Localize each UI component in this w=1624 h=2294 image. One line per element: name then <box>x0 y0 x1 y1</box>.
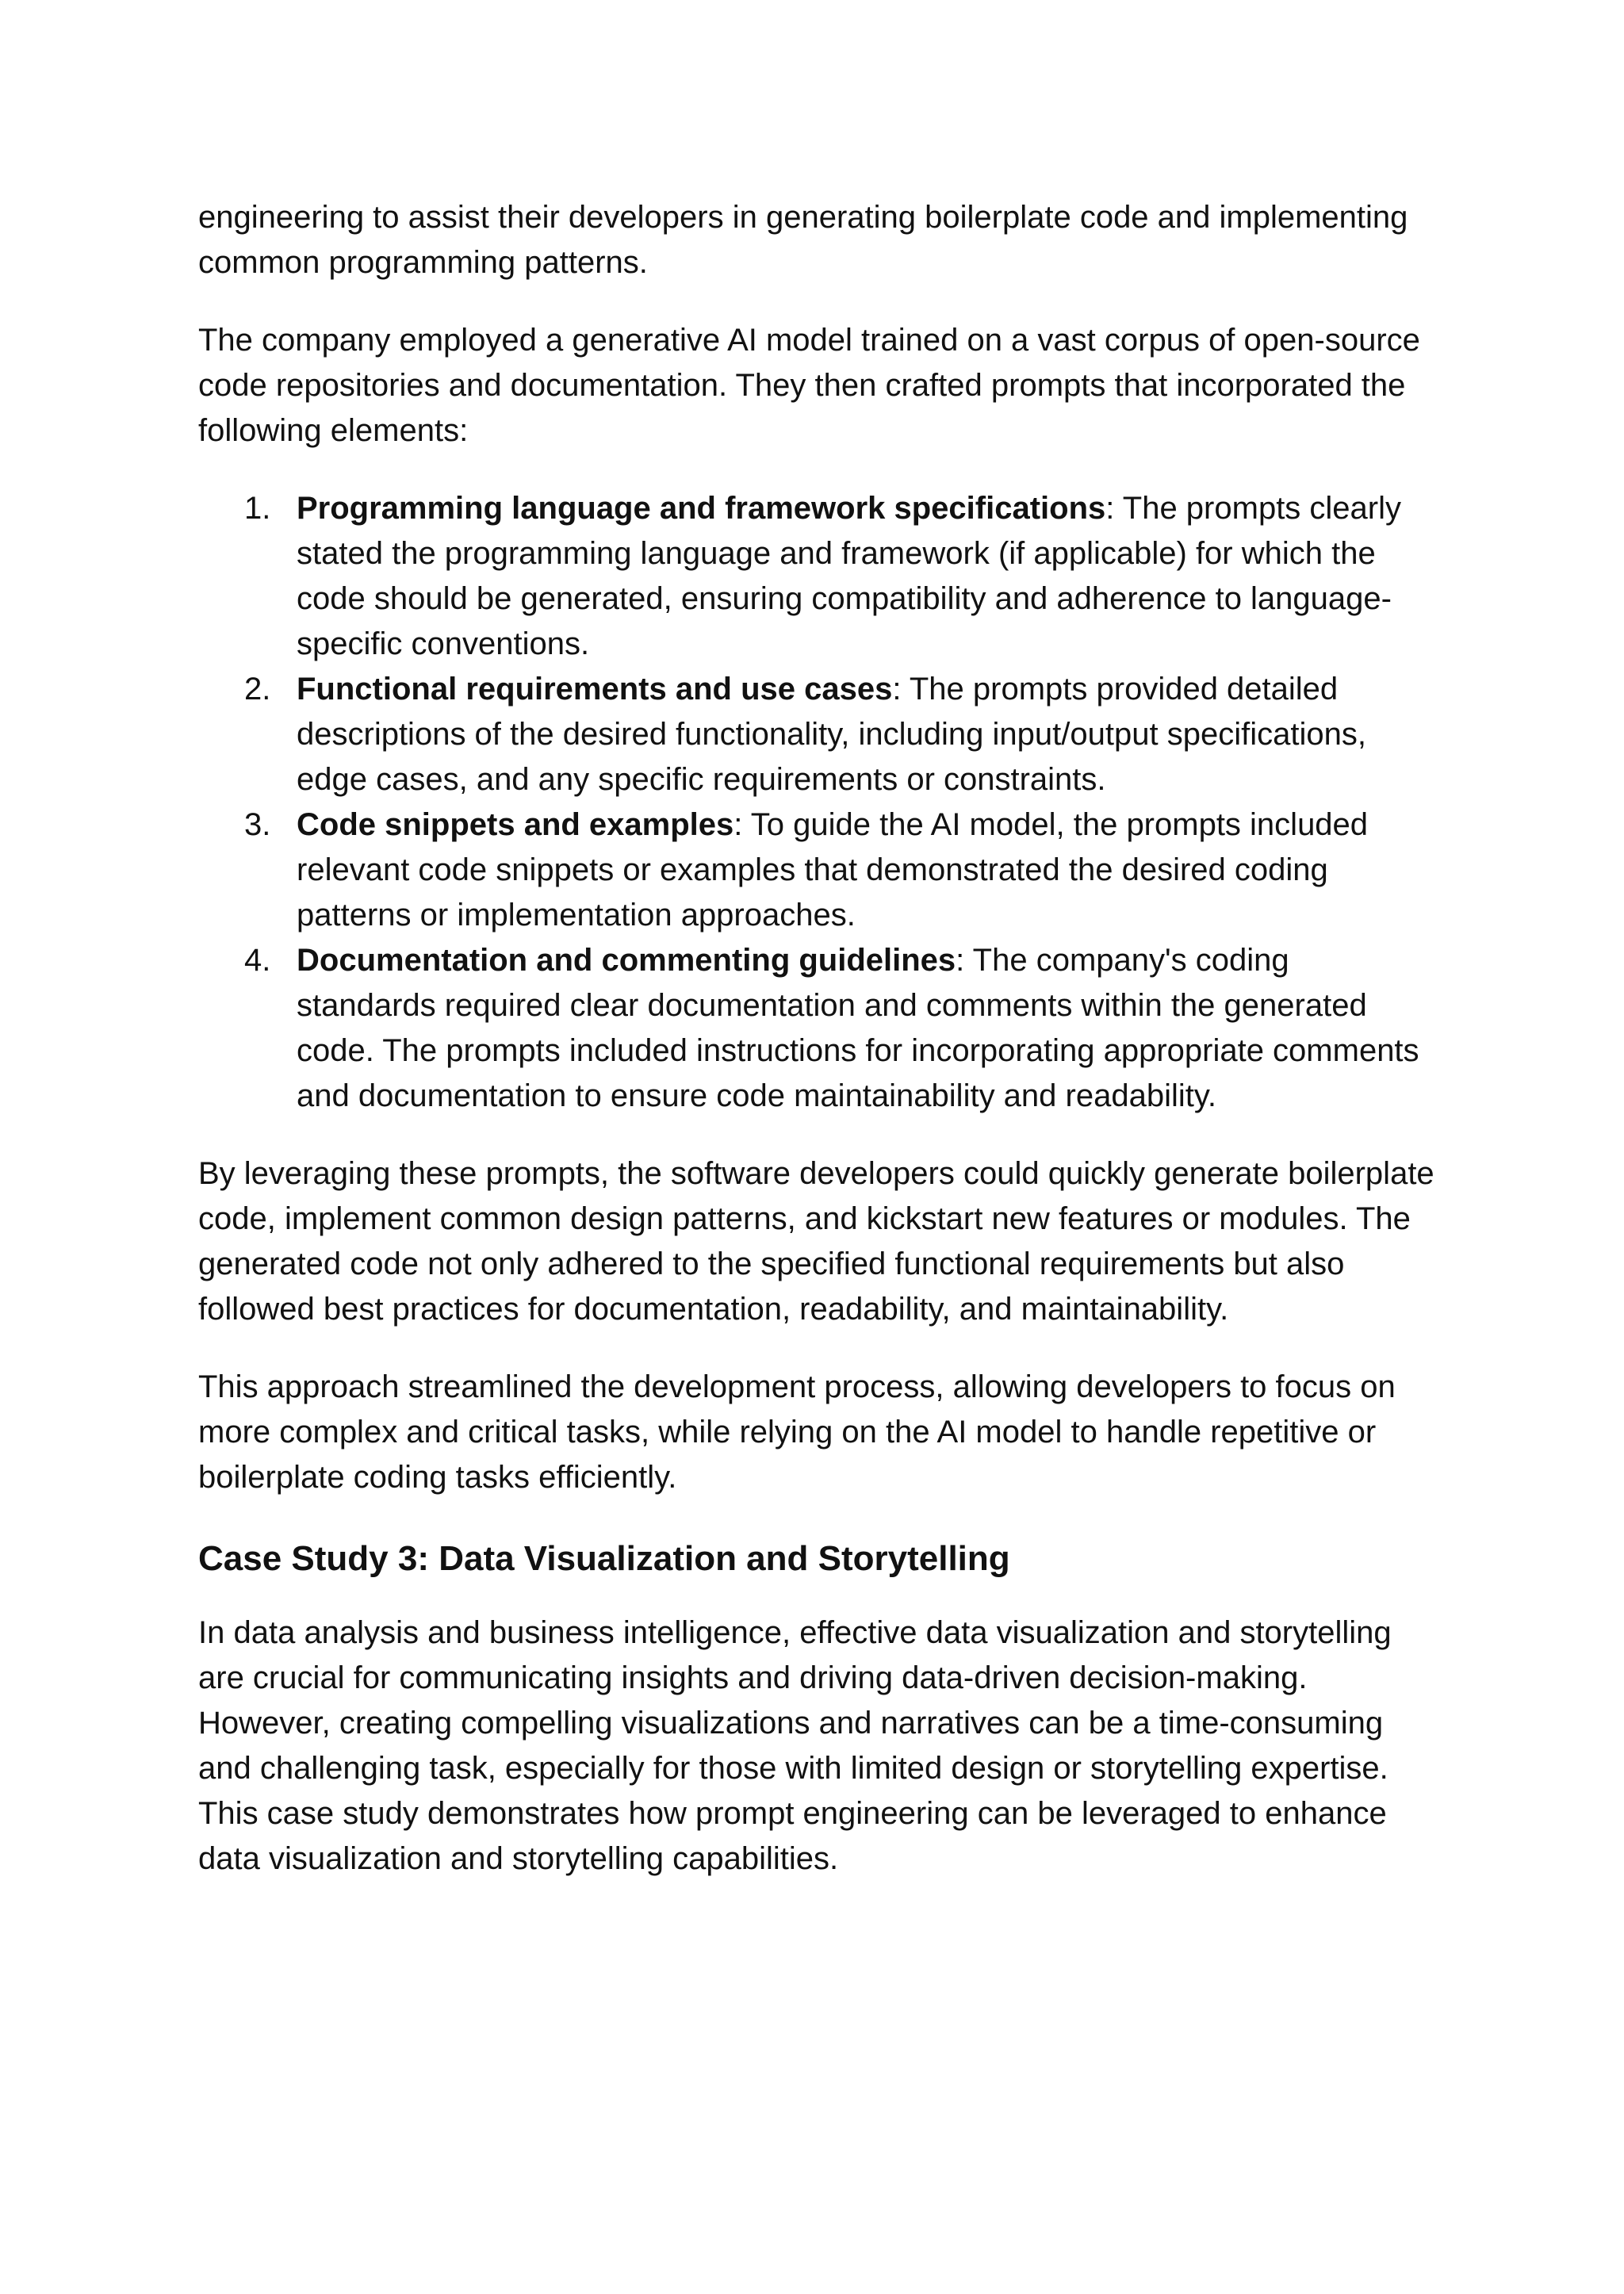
case-study-3-heading: Case Study 3: Data Visualization and Storytelling <box>198 1539 1010 1578</box>
approach-paragraph: The company employed a generative AI model trained on a vast corpus of open-source code repositories and documentation. They then crafted prompts that incorporated the following elements: <box>198 323 1420 448</box>
list-item-term: Programming language and framework specifications <box>297 491 1106 526</box>
list-item <box>198 802 1435 938</box>
list-item-text: : To guide the AI model, the prompts included relevant code snippets or examples that demonstrated the desired coding patterns or implementation approaches. <box>297 807 1369 933</box>
intro-continuation-paragraph: engineering to assist their developers in generating boilerplate code and implementing common programming patterns. <box>198 200 1408 280</box>
list-item-term: Code snippets and examples <box>297 807 734 842</box>
list-item-number: 3. <box>244 807 271 842</box>
list-item-term: Documentation and commenting guidelines <box>297 943 956 978</box>
list-item-text: : The prompts clearly stated the programming language and framework (if applicable) for which the code should be generated, ensuring compatibility and adherence to language-specific conventions. <box>297 491 1401 661</box>
outcome-paragraph: By leveraging these prompts, the software developers could quickly generate boilerplate code, implement common design patterns, and kickstart new features or modules. The generated code not only adhered to the specified functional requirements but also followed best practices for documentation, readability, and maintainability. <box>198 1156 1434 1327</box>
list-item-number: 4. <box>244 943 271 978</box>
conclusion-paragraph: This approach streamlined the development process, allowing developers to focus on more complex and critical tasks, while relying on the AI model to handle repetitive or boilerplate coding tasks efficiently. <box>198 1369 1396 1495</box>
list-item-term: Functional requirements and use cases <box>297 672 893 707</box>
list-item <box>198 486 1435 667</box>
prompt-elements-list <box>198 486 1435 1119</box>
list-item-text: : The prompts provided detailed descriptions of the desired functionality, including input/output specifications, edge cases, and any specific requirements or constraints. <box>297 672 1366 797</box>
list-item-number: 2. <box>244 672 271 707</box>
case-study-3-paragraph: In data analysis and business intelligence, effective data visualization and storytelling are crucial for communicating insights and driving data-driven decision-making. However, creating compelling visualizations and narratives can be a time-consuming and challenging task, especially for those with limited design or storytelling expertise. This case study demonstrates how prompt engineering can be leveraged to enhance data visualization and storytelling capabilities. <box>198 1615 1392 1876</box>
list-item <box>198 667 1435 802</box>
list-item-text: : The company's coding standards required clear documentation and comments within the generated code. The prompts included instructions for incorporating appropriate comments and documentation to ensure code maintainability and readability. <box>297 943 1419 1113</box>
list-item-number: 1. <box>244 491 271 526</box>
document-page <box>198 195 1435 1882</box>
list-item <box>198 938 1435 1119</box>
